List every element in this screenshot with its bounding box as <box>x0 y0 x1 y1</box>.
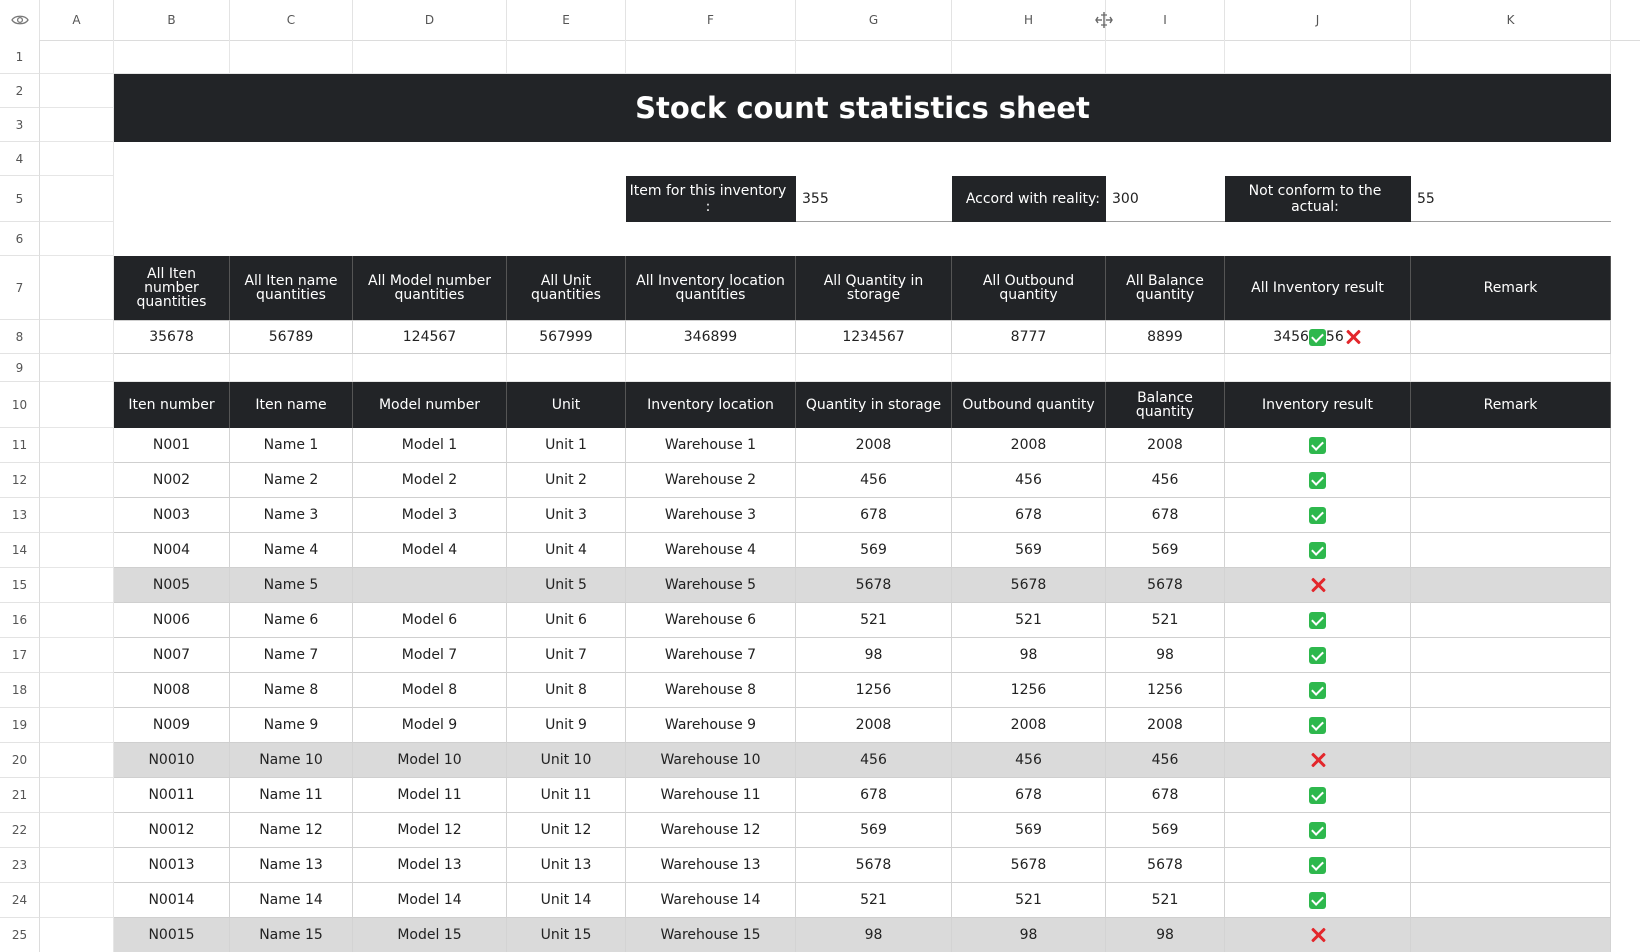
grid-cell[interactable] <box>796 354 952 382</box>
row-header-25[interactable]: 25 <box>0 918 40 952</box>
accord-with-reality-value[interactable]: 300 <box>1106 176 1225 222</box>
table-cell-storage[interactable]: 98 <box>796 638 952 673</box>
accord-with-reality-label: Accord with reality: <box>952 176 1106 222</box>
table-cell-name[interactable]: Name 15 <box>230 918 353 952</box>
table-cell-remark[interactable] <box>1411 603 1611 638</box>
table-cell-unit[interactable]: Unit 5 <box>507 568 626 603</box>
table-cell-outbound[interactable]: 1256 <box>952 673 1106 708</box>
table-cell-model[interactable]: Model 15 <box>353 918 507 952</box>
table-cell-remark[interactable] <box>1411 533 1611 568</box>
table-cell-num[interactable]: N0012 <box>114 813 230 848</box>
row-header-18[interactable]: 18 <box>0 673 40 708</box>
table-cell-unit[interactable]: Unit 4 <box>507 533 626 568</box>
row-header-13[interactable]: 13 <box>0 498 40 533</box>
checkmark-box-icon <box>1309 329 1326 346</box>
table-cell-storage[interactable]: 678 <box>796 498 952 533</box>
checkmark-box-icon <box>1309 542 1326 559</box>
grid-cell[interactable] <box>1106 354 1225 382</box>
grid-cell[interactable] <box>40 320 114 354</box>
checkmark-box-icon <box>1309 647 1326 664</box>
grid-cell[interactable] <box>40 256 114 320</box>
row-header-12[interactable]: 12 <box>0 463 40 498</box>
table-cell-loc[interactable]: Warehouse 5 <box>626 568 796 603</box>
row-header-21[interactable]: 21 <box>0 778 40 813</box>
grid-cell[interactable] <box>952 354 1106 382</box>
table-cell-balance[interactable]: 456 <box>1106 743 1225 778</box>
table-cell-remark[interactable] <box>1411 568 1611 603</box>
checkmark-box-icon <box>1309 857 1326 874</box>
table-cell-balance[interactable]: 569 <box>1106 533 1225 568</box>
row-header-16[interactable]: 16 <box>0 603 40 638</box>
table-cell-balance[interactable]: 5678 <box>1106 848 1225 883</box>
table-cell-num[interactable]: N0014 <box>114 883 230 918</box>
table-cell-loc[interactable]: Warehouse 2 <box>626 463 796 498</box>
table-cell-remark[interactable] <box>1411 498 1611 533</box>
summary-inventory-result[interactable] <box>1225 320 1411 354</box>
table-cell-outbound[interactable]: 5678 <box>952 848 1106 883</box>
table-cell-balance[interactable]: 678 <box>1106 778 1225 813</box>
grid-cell[interactable] <box>1225 40 1411 74</box>
table-cell-unit[interactable]: Unit 9 <box>507 708 626 743</box>
table-cell-num[interactable]: N009 <box>114 708 230 743</box>
table-header: Outbound quantity <box>952 382 1106 428</box>
table-cell-unit[interactable]: Unit 6 <box>507 603 626 638</box>
row-header-5[interactable]: 5 <box>0 176 40 222</box>
table-cell-balance[interactable]: 569 <box>1106 813 1225 848</box>
table-cell-result[interactable] <box>1225 568 1411 603</box>
column-header-h[interactable]: H <box>952 0 1106 40</box>
table-cell-result[interactable] <box>1225 533 1411 568</box>
table-cell-result[interactable] <box>1225 883 1411 918</box>
summary-header: All Iten name quantities <box>230 256 353 320</box>
table-cell-balance[interactable]: 98 <box>1106 918 1225 952</box>
column-header-d[interactable]: D <box>353 0 507 40</box>
table-cell-outbound[interactable]: 98 <box>952 918 1106 952</box>
checkmark-box-icon <box>1309 472 1326 489</box>
table-cell-num[interactable]: N0015 <box>114 918 230 952</box>
table-header: Model number <box>353 382 507 428</box>
grid-cell[interactable] <box>40 428 114 463</box>
table-cell-model[interactable]: Model 8 <box>353 673 507 708</box>
table-cell-result[interactable] <box>1225 918 1411 952</box>
table-cell-num[interactable]: N002 <box>114 463 230 498</box>
column-header-j[interactable]: J <box>1225 0 1411 40</box>
grid-cell[interactable] <box>40 222 114 256</box>
table-cell-num[interactable]: N001 <box>114 428 230 463</box>
not-conform-value[interactable]: 55 <box>1411 176 1611 222</box>
table-cell-storage[interactable]: 456 <box>796 743 952 778</box>
table-cell-outbound[interactable]: 98 <box>952 638 1106 673</box>
column-resize-cursor-icon <box>1095 11 1113 29</box>
grid-cell[interactable] <box>353 354 507 382</box>
grid-cell[interactable] <box>40 778 114 813</box>
table-cell-balance[interactable]: 678 <box>1106 498 1225 533</box>
table-cell-loc[interactable]: Warehouse 4 <box>626 533 796 568</box>
table-cell-storage[interactable]: 456 <box>796 463 952 498</box>
table-cell-name[interactable]: Name 5 <box>230 568 353 603</box>
table-cell-name[interactable]: Name 14 <box>230 883 353 918</box>
table-cell-storage[interactable]: 5678 <box>796 848 952 883</box>
grid-cell[interactable] <box>40 813 114 848</box>
summary-header: All Model number quantities <box>353 256 507 320</box>
table-cell-loc[interactable]: Warehouse 9 <box>626 708 796 743</box>
table-header: Iten name <box>230 382 353 428</box>
table-cell-num[interactable]: N006 <box>114 603 230 638</box>
row-header-22[interactable]: 22 <box>0 813 40 848</box>
table-cell-result[interactable] <box>1225 848 1411 883</box>
grid-cell[interactable] <box>40 743 114 778</box>
column-header-a[interactable]: A <box>40 0 114 40</box>
table-cell-remark[interactable] <box>1411 638 1611 673</box>
table-cell-balance[interactable]: 521 <box>1106 883 1225 918</box>
grid-cell[interactable] <box>626 40 796 74</box>
grid-cell[interactable] <box>40 603 114 638</box>
row-header-19[interactable]: 19 <box>0 708 40 743</box>
table-cell-outbound[interactable]: 5678 <box>952 568 1106 603</box>
grid-cell[interactable] <box>507 40 626 74</box>
table-cell-storage[interactable]: 1256 <box>796 673 952 708</box>
table-cell-unit[interactable]: Unit 1 <box>507 428 626 463</box>
grid-cell[interactable] <box>40 918 114 952</box>
table-header: Iten number <box>114 382 230 428</box>
table-cell-result[interactable] <box>1225 428 1411 463</box>
row-header-23[interactable]: 23 <box>0 848 40 883</box>
table-cell-outbound[interactable]: 2008 <box>952 428 1106 463</box>
grid-cell[interactable] <box>40 883 114 918</box>
column-header-e[interactable]: E <box>507 0 626 40</box>
column-header-g[interactable]: G <box>796 0 952 40</box>
grid-cell[interactable] <box>40 108 114 142</box>
grid-cell[interactable] <box>40 708 114 743</box>
table-cell-unit[interactable]: Unit 8 <box>507 673 626 708</box>
summary-storage-value[interactable]: 1234567 <box>796 320 952 354</box>
table-cell-balance[interactable]: 5678 <box>1106 568 1225 603</box>
table-cell-remark[interactable] <box>1411 813 1611 848</box>
table-cell-result[interactable] <box>1225 463 1411 498</box>
table-cell-remark[interactable] <box>1411 778 1611 813</box>
table-cell-result[interactable] <box>1225 638 1411 673</box>
row-header-14[interactable]: 14 <box>0 533 40 568</box>
grid-cell[interactable] <box>507 354 626 382</box>
table-cell-remark[interactable] <box>1411 463 1611 498</box>
table-header: Inventory result <box>1225 382 1411 428</box>
table-cell-storage[interactable]: 5678 <box>796 568 952 603</box>
grid-cell[interactable] <box>230 40 353 74</box>
table-cell-balance[interactable]: 456 <box>1106 463 1225 498</box>
grid-cell[interactable] <box>1411 354 1611 382</box>
grid-cell[interactable] <box>40 74 114 108</box>
table-cell-storage[interactable]: 521 <box>796 883 952 918</box>
table-cell-name[interactable]: Name 7 <box>230 638 353 673</box>
table-cell-loc[interactable]: Warehouse 7 <box>626 638 796 673</box>
table-cell-remark[interactable] <box>1411 883 1611 918</box>
table-cell-name[interactable]: Name 11 <box>230 778 353 813</box>
table-header: Balance quantity <box>1106 382 1225 428</box>
table-cell-num[interactable]: N0010 <box>114 743 230 778</box>
table-cell-outbound[interactable]: 569 <box>952 533 1106 568</box>
table-cell-name[interactable]: Name 12 <box>230 813 353 848</box>
summary-header: All Iten number quantities <box>114 256 230 320</box>
summary-header: All Inventory location quantities <box>626 256 796 320</box>
table-cell-loc[interactable]: Warehouse 13 <box>626 848 796 883</box>
grid-cell[interactable] <box>40 176 114 222</box>
table-cell-outbound[interactable]: 521 <box>952 883 1106 918</box>
summary-item-number-value[interactable]: 35678 <box>114 320 230 354</box>
checkmark-box-icon <box>1309 822 1326 839</box>
table-cell-num[interactable]: N007 <box>114 638 230 673</box>
table-header: Unit <box>507 382 626 428</box>
table-cell-name[interactable]: Name 10 <box>230 743 353 778</box>
table-cell-outbound[interactable]: 456 <box>952 743 1106 778</box>
grid-cell[interactable] <box>40 638 114 673</box>
table-cell-loc[interactable]: Warehouse 10 <box>626 743 796 778</box>
checkmark-box-icon <box>1309 892 1326 909</box>
table-cell-outbound[interactable]: 456 <box>952 463 1106 498</box>
row-header-2[interactable]: 2 <box>0 74 40 108</box>
table-cell-name[interactable]: Name 4 <box>230 533 353 568</box>
table-cell-storage[interactable]: 2008 <box>796 428 952 463</box>
table-cell-unit[interactable]: Unit 2 <box>507 463 626 498</box>
row-header-6[interactable]: 6 <box>0 222 40 256</box>
table-header: Quantity in storage <box>796 382 952 428</box>
row-header-3[interactable]: 3 <box>0 108 40 142</box>
table-cell-model[interactable]: Model 7 <box>353 638 507 673</box>
table-cell-model[interactable]: Model 9 <box>353 708 507 743</box>
grid-cell[interactable] <box>1411 40 1611 74</box>
table-cell-name[interactable]: Name 3 <box>230 498 353 533</box>
table-cell-balance[interactable]: 2008 <box>1106 428 1225 463</box>
table-cell-unit[interactable]: Unit 13 <box>507 848 626 883</box>
table-cell-outbound[interactable]: 2008 <box>952 708 1106 743</box>
corner-cell[interactable] <box>0 0 40 40</box>
grid-cell[interactable] <box>626 354 796 382</box>
table-cell-outbound[interactable]: 678 <box>952 498 1106 533</box>
table-cell-unit[interactable]: Unit 12 <box>507 813 626 848</box>
items-for-inventory-value[interactable]: 355 <box>796 176 952 222</box>
grid-cell[interactable] <box>230 354 353 382</box>
summary-header: Remark <box>1411 256 1611 320</box>
table-cell-unit[interactable]: Unit 14 <box>507 883 626 918</box>
table-cell-name[interactable]: Name 6 <box>230 603 353 638</box>
red-x-icon <box>1309 751 1327 769</box>
grid-cell[interactable] <box>40 568 114 603</box>
table-cell-unit[interactable]: Unit 15 <box>507 918 626 952</box>
row-header-15[interactable]: 15 <box>0 568 40 603</box>
table-cell-model[interactable]: Model 6 <box>353 603 507 638</box>
table-cell-num[interactable]: N0011 <box>114 778 230 813</box>
table-cell-num[interactable]: N0013 <box>114 848 230 883</box>
table-cell-unit[interactable]: Unit 3 <box>507 498 626 533</box>
items-for-inventory-label: Item for this inventory : <box>626 176 796 222</box>
checkmark-box-icon <box>1309 437 1326 454</box>
table-cell-name[interactable]: Name 8 <box>230 673 353 708</box>
red-x-icon <box>1309 576 1327 594</box>
grid-cell[interactable] <box>40 463 114 498</box>
table-cell-name[interactable]: Name 9 <box>230 708 353 743</box>
summary-balance-value[interactable]: 8899 <box>1106 320 1225 354</box>
row-header-9[interactable]: 9 <box>0 354 40 382</box>
table-header: Inventory location <box>626 382 796 428</box>
row-header-4[interactable]: 4 <box>0 142 40 176</box>
table-cell-result[interactable] <box>1225 813 1411 848</box>
table-cell-unit[interactable]: Unit 11 <box>507 778 626 813</box>
table-cell-remark[interactable] <box>1411 673 1611 708</box>
summary-outbound-value[interactable]: 8777 <box>952 320 1106 354</box>
table-cell-model[interactable]: Model 1 <box>353 428 507 463</box>
table-cell-remark[interactable] <box>1411 743 1611 778</box>
summary-unit-value[interactable]: 567999 <box>507 320 626 354</box>
table-cell-model[interactable] <box>353 568 507 603</box>
column-header-k[interactable]: K <box>1411 0 1611 40</box>
grid-cell[interactable] <box>40 848 114 883</box>
grid-cell[interactable] <box>114 40 230 74</box>
row-header-11[interactable]: 11 <box>0 428 40 463</box>
table-cell-model[interactable]: Model 2 <box>353 463 507 498</box>
grid-cell[interactable] <box>40 673 114 708</box>
row-header-10[interactable]: 10 <box>0 382 40 428</box>
grid-cell[interactable] <box>40 354 114 382</box>
column-header-b[interactable]: B <box>114 0 230 40</box>
column-header-strip <box>0 0 1640 41</box>
checkmark-box-icon <box>1309 717 1326 734</box>
red-x-icon <box>1344 328 1362 346</box>
grid-cell[interactable] <box>796 40 952 74</box>
grid-cell[interactable] <box>40 40 114 74</box>
table-cell-loc[interactable]: Warehouse 15 <box>626 918 796 952</box>
table-cell-loc[interactable]: Warehouse 8 <box>626 673 796 708</box>
column-header-f[interactable]: F <box>626 0 796 40</box>
grid-cell[interactable] <box>40 142 114 176</box>
grid-cell[interactable] <box>40 533 114 568</box>
summary-model-number-value[interactable]: 124567 <box>353 320 507 354</box>
grid-cell[interactable] <box>40 498 114 533</box>
table-cell-result[interactable] <box>1225 498 1411 533</box>
table-cell-model[interactable]: Model 4 <box>353 533 507 568</box>
column-header-i[interactable]: I <box>1106 0 1225 40</box>
table-cell-name[interactable]: Name 2 <box>230 463 353 498</box>
red-x-icon <box>1309 926 1327 944</box>
summary-header: All Outbound quantity <box>952 256 1106 320</box>
table-cell-num[interactable]: N008 <box>114 673 230 708</box>
table-cell-storage[interactable]: 569 <box>796 533 952 568</box>
checkmark-box-icon <box>1309 682 1326 699</box>
eye-icon[interactable] <box>11 14 29 26</box>
table-cell-loc[interactable]: Warehouse 12 <box>626 813 796 848</box>
table-cell-balance[interactable]: 1256 <box>1106 673 1225 708</box>
table-header: Remark <box>1411 382 1611 428</box>
column-header-overflow <box>1611 0 1640 40</box>
summary-header: All Unit quantities <box>507 256 626 320</box>
grid-cell[interactable] <box>353 40 507 74</box>
grid-cell[interactable] <box>40 382 114 428</box>
table-cell-loc[interactable]: Warehouse 14 <box>626 883 796 918</box>
table-cell-outbound[interactable]: 521 <box>952 603 1106 638</box>
table-cell-storage[interactable]: 98 <box>796 918 952 952</box>
summary-location-value[interactable]: 346899 <box>626 320 796 354</box>
table-cell-storage[interactable]: 678 <box>796 778 952 813</box>
checkmark-box-icon <box>1309 507 1326 524</box>
table-cell-loc[interactable]: Warehouse 11 <box>626 778 796 813</box>
summary-ok-count: 3456 <box>1273 329 1309 345</box>
table-cell-balance[interactable]: 521 <box>1106 603 1225 638</box>
table-cell-model[interactable]: Model 14 <box>353 883 507 918</box>
checkmark-box-icon <box>1309 612 1326 629</box>
table-cell-model[interactable]: Model 12 <box>353 813 507 848</box>
grid-cell[interactable] <box>1106 40 1225 74</box>
row-header-7[interactable]: 7 <box>0 256 40 320</box>
table-cell-balance[interactable]: 98 <box>1106 638 1225 673</box>
row-header-17[interactable]: 17 <box>0 638 40 673</box>
table-cell-outbound[interactable]: 569 <box>952 813 1106 848</box>
table-cell-storage[interactable]: 521 <box>796 603 952 638</box>
summary-remark-value[interactable] <box>1411 320 1611 354</box>
table-cell-model[interactable]: Model 13 <box>353 848 507 883</box>
table-cell-model[interactable]: Model 11 <box>353 778 507 813</box>
summary-item-name-value[interactable]: 56789 <box>230 320 353 354</box>
table-cell-num[interactable]: N004 <box>114 533 230 568</box>
table-cell-result[interactable] <box>1225 673 1411 708</box>
table-cell-remark[interactable] <box>1411 428 1611 463</box>
table-cell-storage[interactable]: 569 <box>796 813 952 848</box>
table-cell-loc[interactable]: Warehouse 3 <box>626 498 796 533</box>
table-cell-outbound[interactable]: 678 <box>952 778 1106 813</box>
summary-fail-count: 56 <box>1325 329 1344 345</box>
column-header-c[interactable]: C <box>230 0 353 40</box>
summary-header: All Quantity in storage <box>796 256 952 320</box>
table-cell-result[interactable] <box>1225 778 1411 813</box>
table-cell-result[interactable] <box>1225 708 1411 743</box>
table-cell-loc[interactable]: Warehouse 6 <box>626 603 796 638</box>
table-cell-model[interactable]: Model 3 <box>353 498 507 533</box>
not-conform-label: Not conform to the actual: <box>1225 176 1411 222</box>
row-header-1[interactable]: 1 <box>0 40 40 74</box>
table-cell-unit[interactable]: Unit 10 <box>507 743 626 778</box>
checkmark-box-icon <box>1309 787 1326 804</box>
table-cell-result[interactable] <box>1225 603 1411 638</box>
table-cell-balance[interactable]: 2008 <box>1106 708 1225 743</box>
summary-header: All Inventory result <box>1225 256 1411 320</box>
table-cell-name[interactable]: Name 13 <box>230 848 353 883</box>
table-cell-num[interactable]: N005 <box>114 568 230 603</box>
row-header-8[interactable]: 8 <box>0 320 40 354</box>
table-cell-remark[interactable] <box>1411 708 1611 743</box>
table-cell-model[interactable]: Model 10 <box>353 743 507 778</box>
row-header-20[interactable]: 20 <box>0 743 40 778</box>
grid-cell[interactable] <box>1225 354 1411 382</box>
summary-header: All Balance quantity <box>1106 256 1225 320</box>
grid-cell[interactable] <box>114 354 230 382</box>
table-cell-storage[interactable]: 2008 <box>796 708 952 743</box>
sheet-title: Stock count statistics sheet <box>114 74 1611 142</box>
grid-cell[interactable] <box>952 40 1106 74</box>
row-header-24[interactable]: 24 <box>0 883 40 918</box>
table-cell-unit[interactable]: Unit 7 <box>507 638 626 673</box>
table-cell-result[interactable] <box>1225 743 1411 778</box>
table-cell-remark[interactable] <box>1411 918 1611 952</box>
table-cell-loc[interactable]: Warehouse 1 <box>626 428 796 463</box>
table-cell-remark[interactable] <box>1411 848 1611 883</box>
table-cell-name[interactable]: Name 1 <box>230 428 353 463</box>
table-cell-num[interactable]: N003 <box>114 498 230 533</box>
